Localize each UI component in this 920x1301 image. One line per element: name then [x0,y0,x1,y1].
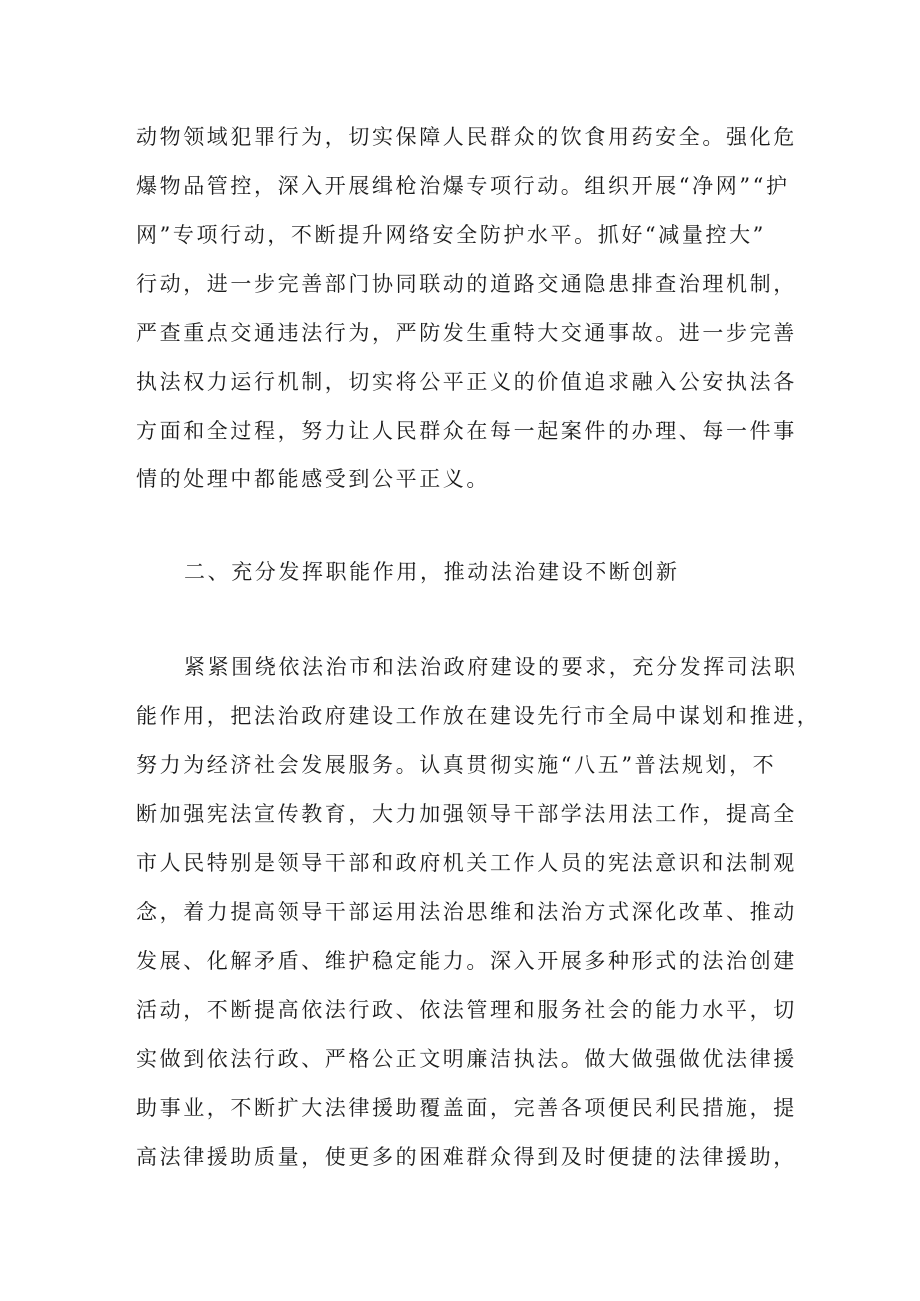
paragraph-1-line: 网”专项行动，不断提升网络安全防护水平。抓好“减量控大” [136,223,767,247]
paragraph-1-line: 严查重点交通违法行为，严防发生重特大交通事故。进一步完善 [136,321,797,345]
paragraph-2-line: 发展、化解矛盾、维护稳定能力。深入开展多种形式的法治创建 [136,949,797,973]
paragraph-1-line: 爆物品管控，深入开展缉枪治爆专项行动。组织开展“净网”“护 [136,174,790,198]
paragraph-2-line: 能作用，把法治政府建设工作放在建设先行市全局中谋划和推进， [136,704,821,728]
paragraph-2-line: 高法律援助质量，使更多的困难群众得到及时便捷的法律援助， [136,1145,797,1169]
paragraph-2-line: 活动，不断提高依法行政、依法管理和服务社会的能力水平，切 [136,998,797,1022]
section-heading: 二、充分发挥职能作用，推动法治建设不断创新 [184,560,680,584]
paragraph-1-line: 执法权力运行机制，切实将公平正义的价值追求融入公安执法各 [136,370,797,394]
paragraph-2-line: 断加强宪法宣传教育，大力加强领导干部学法用法工作，提高全 [136,802,797,826]
paragraph-2-line: 市人民特别是领导干部和政府机关工作人员的宪法意识和法制观 [136,851,797,875]
paragraph-1-line: 情的处理中都能感受到公平正义。 [136,467,490,491]
paragraph-1-line: 方面和全过程，努力让人民群众在每一起案件的办理、每一件事 [136,419,797,443]
paragraph-2-line: 实做到依法行政、严格公正文明廉洁执法。做大做强做优法律援 [136,1047,797,1071]
paragraph-2-line: 努力为经济社会发展服务。认真贯彻实施“八五”普法规划，不 [136,753,777,777]
paragraph-1-line: 行动，进一步完善部门协同联动的道路交通隐患排查治理机制， [136,272,797,296]
paragraph-2-line: 紧紧围绕依法治市和法治政府建设的要求，充分发挥司法职 [184,655,798,679]
paragraph-2-line: 助事业，不断扩大法律援助覆盖面，完善各项便民利民措施，提 [136,1096,797,1120]
paragraph-1-line: 动物领域犯罪行为，切实保障人民群众的饮食用药安全。强化危 [136,125,797,149]
paragraph-2-line: 念，着力提高领导干部运用法治思维和法治方式深化改革、推动 [136,900,797,924]
